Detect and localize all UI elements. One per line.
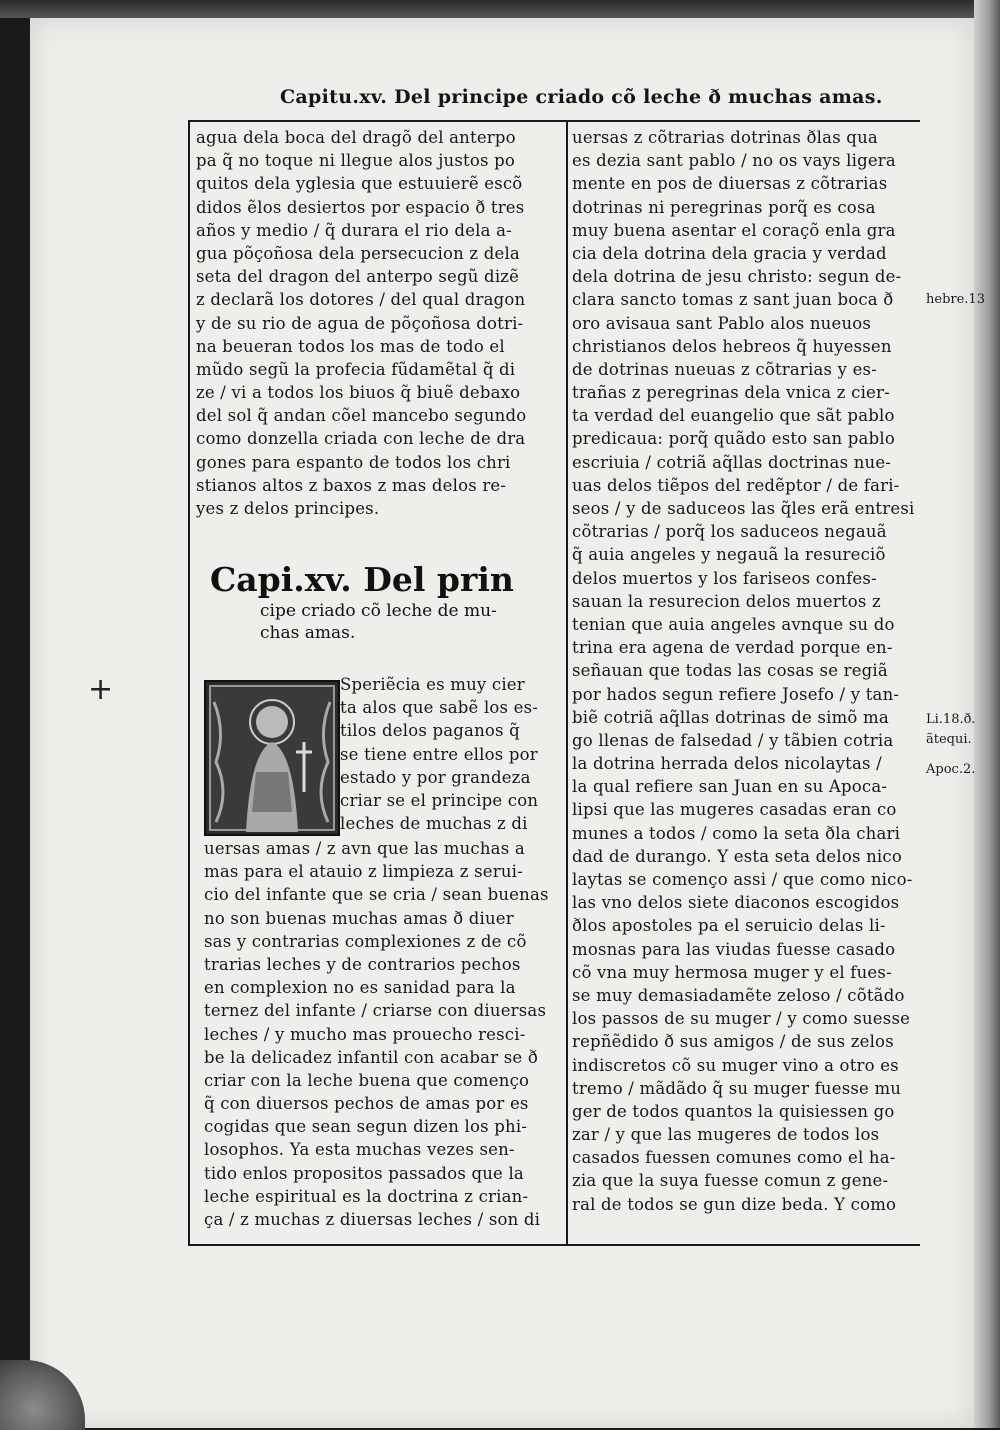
text-line: laytas se començo assi / que como nico- bbox=[572, 870, 913, 889]
text-line: la qual refiere san Juan en su Apoca- bbox=[572, 777, 888, 797]
text-line: yes z delos principes. bbox=[196, 499, 380, 518]
text-line: es dezia sant pablo / no os vays ligera bbox=[572, 151, 896, 171]
decorated-initial-image bbox=[204, 680, 340, 836]
text-line: ta alos que sabẽ los es- bbox=[340, 698, 539, 718]
text-line: tido enlos propositos passados que la bbox=[204, 1163, 524, 1183]
center-column-rule bbox=[566, 120, 568, 1245]
text-line: delos muertos y los fariseos confes- bbox=[572, 568, 877, 588]
text-line: zia que la suya fuesse comun z gene- bbox=[572, 1171, 889, 1191]
chapter-heading-subline: chas amas. bbox=[260, 623, 356, 643]
text-line: biẽ cotriã aq̃llas dotrinas de simõ ma bbox=[572, 707, 889, 727]
text-line: la dotrina herrada delos nicolaytas / bbox=[572, 754, 882, 774]
text-line: se tiene entre ellos por bbox=[340, 744, 538, 764]
scan-right-edge bbox=[974, 0, 1000, 1428]
text-line: cõtrarias / porq̃ los saduceos negauã bbox=[572, 522, 887, 542]
text-line: pa q̃ no toque ni llegue alos justos po bbox=[196, 151, 516, 171]
text-line: sas y contrarias complexiones z de cõ bbox=[204, 931, 527, 951]
text-line: didos ẽlos desiertos por espacio ð tres bbox=[196, 197, 525, 217]
text-line: ral de todos se gun dize beda. Y como bbox=[572, 1194, 897, 1214]
text-line: criar se el principe con bbox=[340, 790, 539, 810]
text-line: agua dela boca del dragõ del anterpo bbox=[196, 128, 516, 147]
text-line: cogidas que sean segun dizen los phi- bbox=[204, 1117, 528, 1137]
chapter-heading-subline: cipe criado cõ leche de mu- bbox=[260, 601, 497, 621]
text-line: be la delicadez infantil con acabar se ð bbox=[204, 1047, 538, 1067]
text-line: mente en pos de diuersas z cõtrarias bbox=[572, 174, 888, 194]
running-head: Capitu.xv. Del principe criado cõ leche ð muchas amas. bbox=[280, 86, 883, 108]
text-line: señauan que todas las cosas se regiã bbox=[572, 661, 888, 681]
text-line: años y medio / q̃ durara el rio dela a- bbox=[196, 220, 512, 240]
text-line: estado y por grandeza bbox=[340, 767, 531, 787]
text-line: clara sancto tomas z sant juan boca ð bbox=[572, 290, 894, 310]
text-line: seta del dragon del anterpo segũ dizẽ bbox=[196, 267, 520, 287]
margin-note-apoc: Apoc.2. bbox=[926, 762, 976, 777]
text-line: munes a todos / como la seta ðla chari bbox=[572, 823, 901, 843]
registration-cross-mark: + bbox=[88, 672, 114, 707]
text-line: uersas amas / z avn que las muchas a bbox=[204, 839, 525, 858]
text-line: repñẽdido ð sus amigos / de sus zelos bbox=[572, 1032, 894, 1052]
text-line: escriuia / cotriã aq̃llas doctrinas nue- bbox=[572, 452, 892, 472]
text-line: ger de todos quantos la quisiessen go bbox=[572, 1101, 895, 1121]
text-line: leches de muchas z di bbox=[340, 814, 528, 834]
text-line: ternez del infante / criarse con diuersas bbox=[204, 1001, 547, 1021]
text-line: trarias leches y de contrarios pechos bbox=[204, 954, 521, 974]
text-line: tremo / mãdãdo q̃ su muger fuesse mu bbox=[572, 1078, 902, 1098]
text-line: tenian que auia angeles avnque su do bbox=[572, 614, 895, 634]
text-line: de dotrinas nueuas z cõtrarias y es- bbox=[572, 359, 877, 379]
text-line: christianos delos hebreos q̃ huyessen bbox=[572, 336, 892, 356]
text-line: lipsi que las mugeres casadas eran co bbox=[572, 800, 897, 820]
text-line: en complexion no es sanidad para la bbox=[204, 978, 516, 998]
text-line: mũdo segũ la profecia fũdamẽtal q̃ di bbox=[196, 359, 516, 379]
text-line: stianos altos z baxos z mas delos re- bbox=[196, 475, 507, 495]
text-line: leche espiritual es la doctrina z crian- bbox=[204, 1186, 529, 1206]
text-line: cia dela dotrina dela gracia y verdad bbox=[572, 243, 887, 263]
left-column-bottom bbox=[204, 837, 560, 1231]
text-line: tilos delos paganos q̃ bbox=[340, 721, 520, 741]
text-line: ðlos apostoles pa el seruicio delas li- bbox=[572, 916, 886, 936]
margin-note-atequi: ãtequi. bbox=[926, 732, 972, 747]
margin-note-li: Li.18.ð. bbox=[926, 712, 976, 727]
left-column-rule bbox=[188, 120, 190, 1245]
top-rule bbox=[188, 120, 920, 122]
text-line: go llenas de falsedad / y tãbien cotria bbox=[572, 730, 894, 750]
text-line: na beueran todos los mas de todo el bbox=[196, 336, 505, 356]
text-line: Speriẽcia es muy cier bbox=[340, 675, 525, 694]
text-line: uas delos tiẽpos del redẽptor / de fari- bbox=[572, 475, 900, 495]
text-line: mosnas para las viudas fuesse casado bbox=[572, 939, 896, 959]
text-line: gones para espanto de todos los chri bbox=[196, 452, 511, 472]
right-column bbox=[572, 126, 922, 1216]
text-line: sauan la resurecion delos muertos z bbox=[572, 591, 881, 611]
text-line: no son buenas muchas amas ð diuer bbox=[204, 908, 514, 928]
left-column-top bbox=[196, 126, 556, 520]
text-line: y de su rio de agua de põçoñosa dotri- bbox=[196, 313, 524, 333]
scan-top-edge bbox=[0, 0, 1000, 18]
text-line: quitos dela yglesia que estuuierẽ escõ bbox=[196, 174, 523, 194]
text-line: dela dotrina de jesu christo: segun de- bbox=[572, 267, 902, 287]
chapter-heading-title: Capi.xv. Del prin bbox=[210, 560, 514, 599]
text-line: trina era agena de verdad porque en- bbox=[572, 638, 893, 658]
text-line: los passos de su muger / y como suesse bbox=[572, 1009, 911, 1029]
text-line: q̃ auia angeles y negauã la resureciõ bbox=[572, 545, 886, 565]
text-line: gua põçoñosa dela persecucion z dela bbox=[196, 243, 520, 263]
text-line: ta verdad del euangelio que sãt pablo bbox=[572, 406, 895, 426]
text-line: se muy demasiadamẽte zeloso / cõtãdo bbox=[572, 985, 905, 1005]
text-line: q̃ con diuersos pechos de amas por es bbox=[204, 1094, 529, 1114]
text-line: ça / z muchas z diuersas leches / son di bbox=[204, 1210, 541, 1229]
margin-note-hebre: hebre.13 bbox=[926, 292, 985, 307]
text-line: como donzella criada con leche de dra bbox=[196, 429, 526, 449]
text-line: criar con la leche buena que començo bbox=[204, 1070, 530, 1090]
text-line: mas para el atauio z limpieza z serui- bbox=[204, 862, 523, 882]
left-column-initial-text bbox=[340, 673, 560, 835]
text-line: dotrinas ni peregrinas porq̃ es cosa bbox=[572, 197, 876, 217]
text-line: oro avisaua sant Pablo alos nueuos bbox=[572, 313, 872, 333]
text-line: cio del infante que se cria / sean buenas bbox=[204, 885, 549, 905]
text-line: cõ vna muy hermosa muger y el fues- bbox=[572, 962, 892, 982]
text-line: muy buena asentar el coraçõ enla gra bbox=[572, 220, 896, 240]
bottom-rule bbox=[188, 1244, 920, 1246]
text-line: las vno delos siete diaconos escogidos bbox=[572, 893, 900, 913]
text-line: predicaua: porq̃ quãdo esto san pablo bbox=[572, 429, 895, 449]
text-line: leches / y mucho mas prouecho resci- bbox=[204, 1024, 526, 1044]
text-line: indiscretos cõ su muger vino a otro es bbox=[572, 1055, 899, 1075]
text-line: losophos. Ya esta muchas vezes sen- bbox=[204, 1140, 515, 1160]
text-line: casados fuessen comunes como el ha- bbox=[572, 1148, 896, 1168]
text-line: dad de durango. Y esta seta delos nico bbox=[572, 846, 902, 866]
text-line: del sol q̃ andan cõel mancebo segundo bbox=[196, 406, 527, 426]
text-line: z declarã los dotores / del qual dragon bbox=[196, 290, 526, 310]
text-line: trañas z peregrinas dela vnica z cier- bbox=[572, 383, 890, 403]
text-line: seos / y de saduceos las q̃les erã entresi bbox=[572, 499, 915, 518]
text-line: uersas z cõtrarias dotrinas ðlas qua bbox=[572, 128, 878, 147]
text-line: por hados segun refiere Josefo / y tan- bbox=[572, 684, 900, 704]
text-line: zar / y que las mugeres de todos los bbox=[572, 1125, 880, 1145]
text-line: ze / vi a todos los biuos q̃ biuẽ debaxo bbox=[196, 383, 521, 403]
chapter-heading bbox=[210, 560, 560, 644]
